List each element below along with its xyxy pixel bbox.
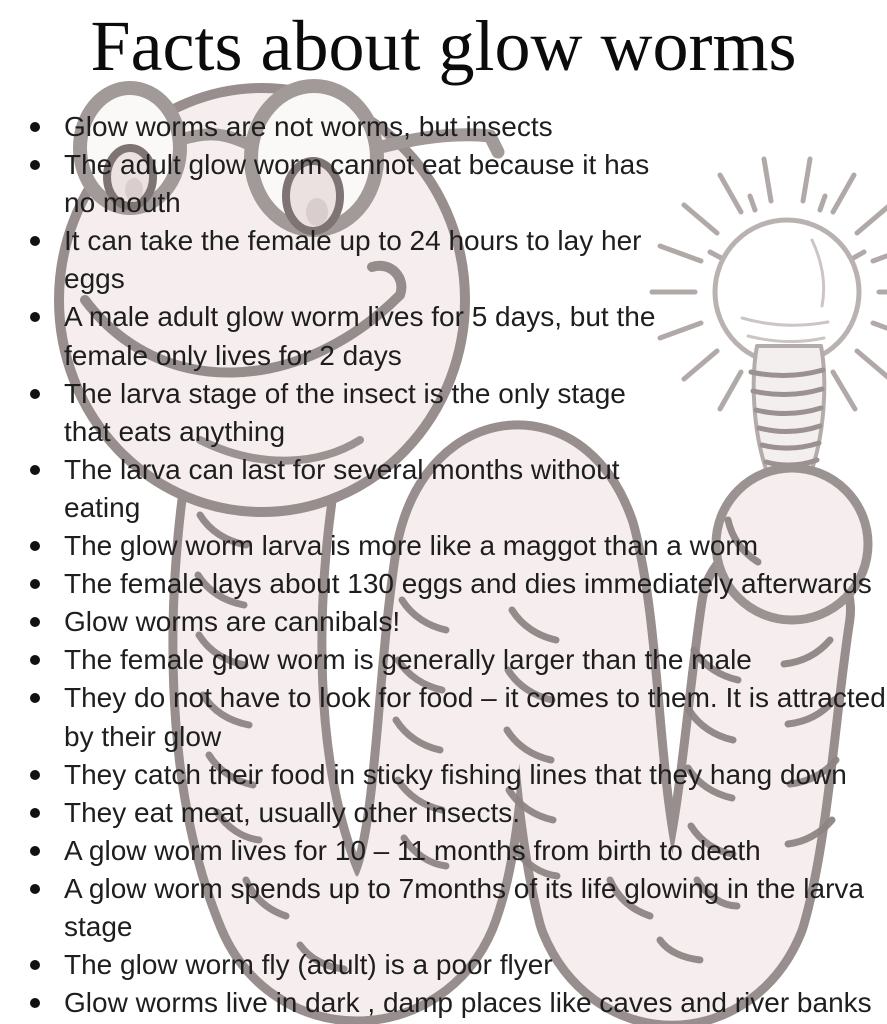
fact-line: A glow worm lives for 10 – 11 months from birth to death bbox=[64, 834, 761, 866]
fact-item bbox=[64, 756, 883, 794]
facts-list bbox=[0, 108, 887, 1022]
fact-line: female only lives for 2 days bbox=[64, 339, 402, 371]
fact-item bbox=[64, 565, 883, 603]
fact-line: They eat meat, usually other insects. bbox=[64, 796, 520, 828]
fact-line: The female glow worm is generally larger than the male bbox=[64, 644, 752, 676]
fact-item bbox=[64, 946, 883, 984]
fact-item bbox=[64, 870, 883, 946]
fact-line: The glow worm fly (adult) is a poor flyer bbox=[64, 949, 553, 981]
fact-item bbox=[64, 641, 883, 679]
fact-line: The larva stage of the insect is the only stage bbox=[64, 377, 626, 409]
fact-line: They catch their food in sticky fishing lines that they hang down bbox=[64, 758, 847, 790]
fact-item bbox=[64, 108, 883, 146]
fact-line: Glow worms live in dark , damp places like caves and river banks bbox=[64, 987, 872, 1019]
fact-line: Glow worms are not worms, but insects bbox=[64, 111, 553, 142]
fact-item bbox=[64, 222, 883, 298]
fact-item bbox=[64, 603, 883, 641]
facts-content bbox=[0, 4, 887, 1022]
page-title: Facts about glow worms bbox=[90, 6, 797, 86]
fact-line: They do not have to look for food – it comes to them. It is attracted bbox=[64, 682, 886, 714]
fact-line: The adult glow worm cannot eat because it has bbox=[64, 149, 650, 181]
fact-line: that eats anything bbox=[64, 415, 286, 447]
fact-item bbox=[64, 794, 883, 832]
fact-item bbox=[64, 679, 886, 755]
fact-item bbox=[64, 146, 883, 222]
fact-item bbox=[64, 832, 883, 870]
fact-line: A male adult glow worm lives for 5 days, but the bbox=[64, 301, 656, 333]
fact-line: stage bbox=[64, 910, 133, 942]
fact-line: A glow worm spends up to 7months of its life glowing in the larva bbox=[64, 872, 864, 904]
fact-line: by their glow bbox=[64, 720, 222, 752]
fact-item bbox=[64, 527, 883, 565]
fact-line: Glow worms are cannibals! bbox=[64, 606, 401, 638]
fact-line: eating bbox=[64, 491, 141, 523]
fact-item bbox=[64, 984, 883, 1022]
fact-line: eggs bbox=[64, 263, 125, 295]
fact-line: The female lays about 130 eggs and dies immediately afterwards bbox=[64, 568, 872, 600]
fact-line: no mouth bbox=[64, 187, 181, 219]
fact-item bbox=[64, 298, 883, 374]
fact-line: It can take the female up to 24 hours to lay her bbox=[64, 225, 642, 257]
fact-line: The larva can last for several months without bbox=[64, 453, 620, 485]
fact-item bbox=[64, 375, 883, 451]
fact-line: The glow worm larva is more like a maggot than a worm bbox=[64, 530, 759, 562]
fact-item bbox=[64, 451, 883, 527]
